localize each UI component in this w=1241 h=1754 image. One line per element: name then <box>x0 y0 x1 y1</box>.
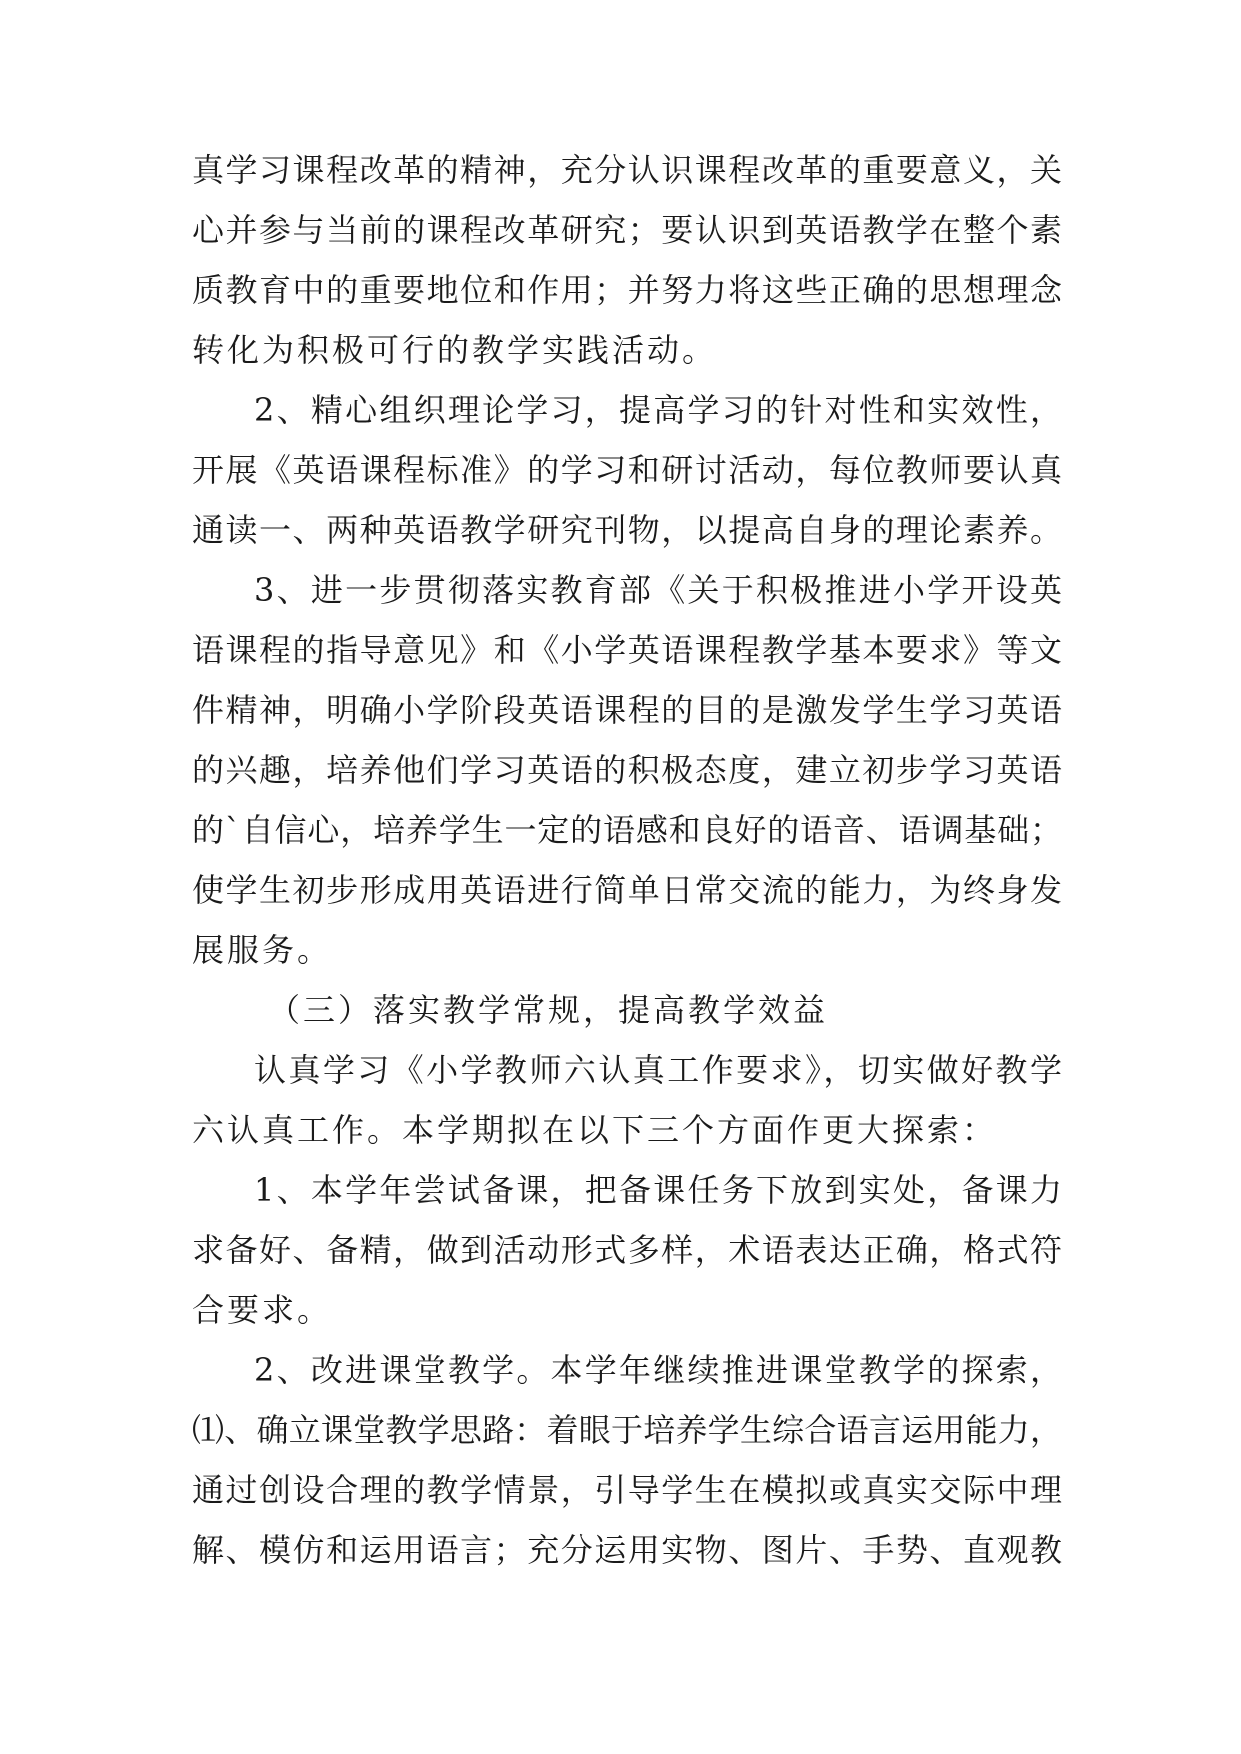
text-line: 2、改进课堂教学。本学年继续推进课堂教学的探索， <box>254 1351 1062 1389</box>
text-line: 解、模仿和运用语言；充分运用实物、图片、手势、直观教 <box>192 1531 1062 1569</box>
text-line: 认真学习《小学教师六认真工作要求》，切实做好教学 <box>254 1051 1062 1089</box>
text-line: 的兴趣，培养他们学习英语的积极态度，建立初步学习英语 <box>192 751 1062 789</box>
text-line: 质教育中的重要地位和作用；并努力将这些正确的思想理念 <box>192 271 1062 309</box>
text-line: 展服务。 <box>192 931 333 969</box>
text-line: 件精神，明确小学阶段英语课程的目的是激发学生学习英语 <box>192 691 1062 729</box>
text-line: 心并参与当前的课程改革研究；要认识到英语教学在整个素 <box>192 211 1062 249</box>
text-line: 2、精心组织理论学习，提高学习的针对性和实效性， <box>254 391 1062 429</box>
text-line: 通过创设合理的教学情景，引导学生在模拟或真实交际中理 <box>192 1471 1062 1509</box>
text-line: ⑴、确立课堂教学思路：着眼于培养学生综合语言运用能力， <box>192 1411 1062 1449</box>
text-line: 合要求。 <box>192 1291 333 1329</box>
text-line: 六认真工作。本学期拟在以下三个方面作更大探索： <box>192 1111 998 1149</box>
section-heading: （三）落实教学常规，提高教学效益 <box>268 991 829 1029</box>
text-line: 通读一、两种英语教学研究刊物，以提高自身的理论素养。 <box>192 511 1062 549</box>
text-line: 使学生初步形成用英语进行简单日常交流的能力，为终身发 <box>192 871 1062 909</box>
text-line: 转化为积极可行的教学实践活动。 <box>192 331 718 369</box>
text-line: 的`自信心，培养学生一定的语感和良好的语音、语调基础； <box>192 811 1062 849</box>
text-line: 求备好、备精，做到活动形式多样，术语表达正确，格式符 <box>192 1231 1062 1269</box>
text-line: 真学习课程改革的精神，充分认识课程改革的重要意义，关 <box>192 151 1062 189</box>
text-line: 语课程的指导意见》和《小学英语课程教学基本要求》等文 <box>192 631 1062 669</box>
text-line: 1、本学年尝试备课，把备课任务下放到实处，备课力 <box>254 1171 1062 1209</box>
text-line: 3、进一步贯彻落实教育部《关于积极推进小学开设英 <box>254 571 1062 609</box>
text-line: 开展《英语课程标准》的学习和研讨活动，每位教师要认真 <box>192 451 1062 489</box>
